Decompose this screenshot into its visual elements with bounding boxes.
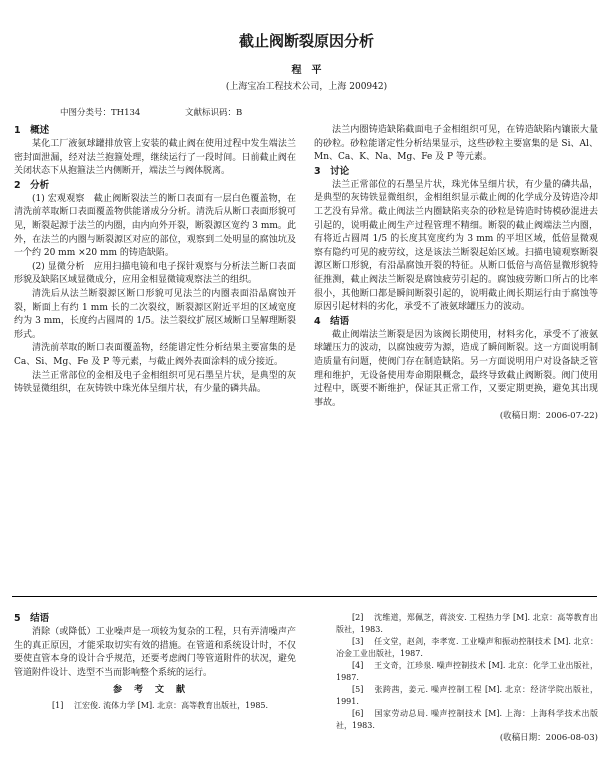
received-date: (收稿日期：2006-07-22) bbox=[499, 411, 598, 422]
references-heading: 参考文献 bbox=[112, 685, 197, 696]
reference-item bbox=[314, 684, 598, 708]
section-5-paragraph: 消除（或降低）工业噪声是一项较为复杂的工程，只有弄清噪声产生的真正原因，才能采取切实有效的措施。在管道和系统设计时，不仅要使直管本身的设计合乎规范，还要考虑阀门等管道附件的状况，避免管道附件设计、选型不当而影响整个系统的运行。 bbox=[14, 627, 296, 678]
reference-item bbox=[314, 708, 598, 732]
article-divider bbox=[12, 596, 597, 597]
reference-text: 任文堂，赵剑，李孝宽. 工业噪声和振动控制技术 [M]. 北京：冶金工业出版社，1987. bbox=[336, 637, 598, 658]
class-number: 中图分类号：TH134 bbox=[60, 108, 141, 118]
reference-item bbox=[314, 660, 598, 684]
received-date: (收稿日期：2006-08-03) bbox=[499, 733, 598, 743]
right-column bbox=[314, 124, 598, 424]
section-5-heading: 5 结语 bbox=[14, 613, 50, 624]
reference-item bbox=[14, 700, 296, 712]
deposit-analysis-paragraph: 清洗前萃取的断口表面覆盖物，经能谱定性分析结果主要富集的是 Ca、Si、Mg、Fe 及 P 等元素，与截止阀外表面涂料的成分接近。 bbox=[14, 343, 296, 367]
affiliation: (上海宝冶工程技术公司，上海 200942) bbox=[225, 82, 388, 92]
reference-item bbox=[314, 636, 598, 660]
reference-number: [3] bbox=[352, 637, 364, 646]
reference-text: 江宏俊. 流体力学 [M]. 北京：高等教育出版社，1985. bbox=[74, 700, 269, 710]
reference-text: 王文奇，江珍泉. 噪声控制技术 [M]. 北京：化学工业出版社，1987. bbox=[336, 661, 598, 682]
reference-number: [1] bbox=[52, 700, 64, 710]
lower-left-column bbox=[14, 612, 296, 712]
section-1-paragraph: 某化工厂液氨球罐排放管上安装的截止阀在使用过程中发生端法兰密封面泄漏，经对法兰抱箍处理，继续运行了一段时间。日前截止阀在关闭状态下从抱箍法兰内侧断开，端法兰与阀体脱离。 bbox=[14, 139, 296, 177]
reference-number: [5] bbox=[352, 685, 364, 694]
reference-item bbox=[314, 612, 598, 636]
section-2-heading: 2 分析 bbox=[14, 179, 50, 191]
reference-number: [6] bbox=[352, 709, 364, 718]
reference-text: 沈维道，郑佩芝，蒋淡安. 工程热力学 [M]. 北京：高等教育出版社，1983. bbox=[336, 613, 598, 634]
section-3-heading: 3 讨论 bbox=[314, 165, 350, 177]
macro-observation-paragraph: (1) 宏观观察 截止阀断裂法兰的断口表面有一层白色覆盖物，在清洗前萃取断口表面覆盖物供能谱成分分析。清洗后从断口表面形貌可见，断裂起源于法兰的内圈，由内向外开裂，断裂源区宽约 3 mm。此外，在法兰的内圈与断裂源区对应的部位，观察到二处明显的腐蚀坑及一个约 20 mm ×20 mm 的铸造缺陷。 bbox=[14, 193, 296, 259]
paper-title: 截止阀断裂原因分析 bbox=[238, 32, 374, 50]
doc-code: 文献标识码：B bbox=[185, 108, 243, 118]
left-column bbox=[14, 124, 296, 397]
discussion-paragraph: 法兰正常部位的石墨呈片状，珠光体呈细片状，有少量的磷共晶，是典型的灰铸铁显微组织，金相组织显示截止阀的化学成分及铸造冷却工艺没有异常。截止阀法兰内圈缺陷夹杂的砂粒是铸造时铸模砂混进去引起的，说明截止阀生产过程管理不精细。断裂的截止阀端法兰内圈，有将近占圆周 1/5 的长度其宽度约为 3 mm 的平坦区域，低倍显微观察有隐约可见的疲劳纹，这是该法兰断裂起始区域。扫描电镜观察断裂源区断口形貌，有沿晶腐蚀开裂的特征。从断口低倍与高倍显微形貌特征推测，截止阀法兰断裂是腐蚀疲劳引起的。腐蚀疲劳断口所占的比率很小，其他断口都是瞬间断裂引起的，说明截止阀长期运行由于腐蚀等原因引起材料的劣化，承受不了液氨球罐压力的波动。 bbox=[314, 179, 598, 313]
reference-text: 张跨茜，姜元. 噪声控制工程 [M]. 北京：经济学院出版社，1991. bbox=[336, 685, 598, 706]
reference-number: [2] bbox=[352, 613, 364, 622]
fracture-surface-paragraph: 清洗后从法兰断裂源区断口形貌可见法兰的内圈表面沿晶腐蚀开裂，断面上有约 1 mm 长的二次裂纹，断裂源区附近平坦的区域宽度约为 3 mm，长度约占圆周的 1/5。法兰裂纹扩展区域断口呈解理断裂形式。 bbox=[14, 288, 296, 340]
metallography-paragraph: 法兰正常部位的金相及电子金相组织可见石墨呈片状，是典型的灰铸铁显微组织，在灰铸铁中珠光体呈细片状，有少量的磷共晶。 bbox=[14, 370, 296, 395]
defect-paragraph: 法兰内圈铸造缺陷截面电子金相组织可见，在铸造缺陷内镶嵌大量的砂粒。砂粒能谱定性分析结果显示，这些砂粒主要富集的是 Si、Al、Mn、Ca、K、Na、Mg、Fe 及 P 等元素。 bbox=[314, 125, 598, 163]
micro-analysis-paragraph: (2) 显微分析 应用扫描电镜和电子探针观察与分析法兰断口表面形貌及缺陷区域显微成分，应用金相显微镜观察法兰的组织。 bbox=[14, 261, 296, 286]
conclusion-paragraph: 截止阀端法兰断裂是因为该阀长期使用，材料劣化，承受不了液氨球罐压力的波动，以腐蚀疲劳为源，造成了瞬间断裂。这一方面说明制造质量有问题，使阀门存在制造缺陷。另一方面说明用户对设备缺乏管理和维护，无设备使用寿命期限概念，最终导致截止阀断裂。阀门使用过程中，既要不断维护，保证其正常工作，又要定期更换，避免其出现事故。 bbox=[314, 329, 598, 408]
reference-text: 国家劳动总局. 噪声控制技术 [M]. 上海：上海科学技术出版社，1983. bbox=[336, 709, 598, 730]
lower-right-column bbox=[314, 612, 598, 746]
section-1-heading: 1 概述 bbox=[14, 125, 50, 136]
classification-line bbox=[60, 106, 242, 118]
author: 程 平 bbox=[291, 65, 322, 76]
section-4-heading: 4 结语 bbox=[314, 315, 350, 327]
reference-number: [4] bbox=[352, 661, 364, 670]
